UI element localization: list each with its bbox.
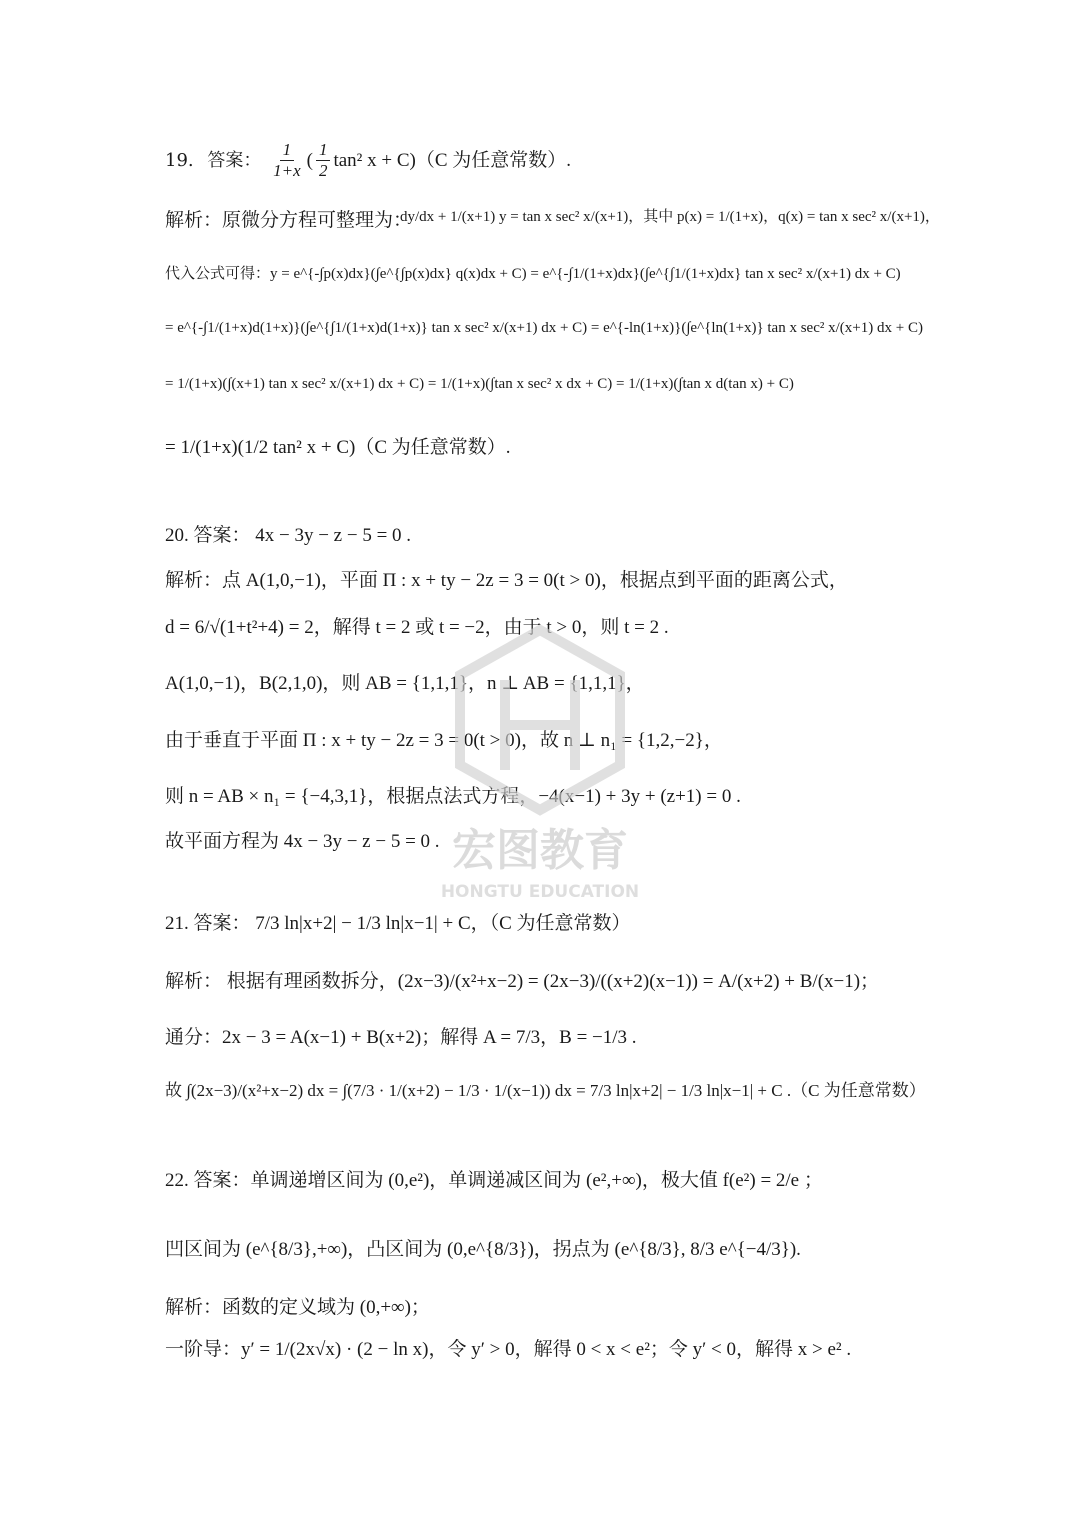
q22-answer-line: 22. 答案：单调递增区间为 (0,e²)，单调递减区间为 (e²,+∞)，极大值 f(e²) = 2/e ； [165,1170,823,1191]
q21-answer-line: 21. 答案： 7/3 ln|x+2| − 1/3 ln|x−1| + C，（C 为任意常数） [165,913,631,934]
q21-common-denominator-line: 通分：2x − 3 = A(x−1) + B(x+2)；解得 A = 7/3，B = −1/3 . [165,1027,637,1048]
q19-answer-tail: tan² x + C)（C 为任意常数）. [333,149,572,171]
q20-distance-line: d = 6/√(1+t²+4) = 2，解得 t = 2 或 t = −2，由于 t > 0，则 t = 2 . [165,617,669,638]
q20-cross-product-line: 则 n = AB × n₁ = {−4,3,1}，根据点法式方程，−4(x−1) + 3y + (z+1) = 0 . [165,786,741,807]
q19-answer-line: 19. 答案： $\frac{1}{1+x}$ ( $\frac{1}{2}$ tan² x + C)（C 为任意常数）. [165,140,572,181]
q22-first-derivative-line: 一阶导：y′ = 1/(2x√x) · (2 − ln x)，令 y′ > 0，解得 0 < x < e²；令 y′ < 0，解得 x > e² . [165,1339,852,1360]
q20-result-line: 故平面方程为 4x − 3y − z − 5 = 0 . [165,831,440,852]
q20-answer-line: 20. 答案： 4x − 3y − z − 5 = 0 . [165,525,412,546]
q22-domain-line: 解析：函数的定义域为 (0,+∞)； [165,1297,430,1318]
q22-concavity-line: 凹区间为 (e^{8/3},+∞)，凸区间为 (0,e^{8/3})，拐点为 (e^{8/3}, 8/3 e^{−4/3}). [165,1239,801,1260]
q19-analysis-expr: dy/dx + 1/(x+1) y = tan x sec² x/(x+1)，其中 p(x) = 1/(1+x)，q(x) = tan x sec² x/(x+1)， [400,209,940,225]
q19-answer-label: 答案： [207,149,262,171]
q19-answer-fraction: $\frac{1}{1+x}$ [273,140,301,181]
q20-analysis-line: 解析：点 A(1,0,−1)，平面 Π : x + ty − 2z = 3 = 0(t > 0)，根据点到平面的距离公式， [165,570,848,591]
watermark-cn: 宏图教育 [452,825,628,876]
q19-half-fraction: $\frac{1}{2}$ [316,140,331,182]
q19-substitution-line: 代入公式可得：y = e^{-∫p(x)dx}(∫e^{∫p(x)dx} q(x)dx + C) = e^{-∫1/(1+x)dx}(∫e^{∫1/(1+x)dx} tan x sec² x/(x+1) dx + C) [165,266,901,282]
q19-step-line-2: = 1/(1+x)(∫(x+1) tan x sec² x/(x+1) dx + C) = 1/(1+x)(∫tan x sec² x dx + C) = 1/(1+x)(∫tan x d(tan x) + C) [165,376,794,392]
q19-number: 19. [165,149,194,171]
watermark-en: HONGTU EDUCATION [440,882,640,902]
q19-analysis-line: 解析：原微分方程可整理为： [165,210,413,231]
q21-analysis-line: 解析： 根据有理函数拆分，(2x−3)/(x²+x−2) = (2x−3)/((x+2)(x−1)) = A/(x+2) + B/(x−1)； [165,971,880,992]
q19-result-line: = 1/(1+x)(1/2 tan² x + C)（C 为任意常数）. [165,437,511,458]
q20-normal-line: 由于垂直于平面 Π : x + ty − 2z = 3 = 0(t > 0)，故 n ⊥ n₁ = {1,2,−2}， [165,730,723,751]
q19-step-line-1: = e^{-∫1/(1+x)d(1+x)}(∫e^{∫1/(1+x)d(1+x)} tan x sec² x/(x+1) dx + C) = e^{-ln(1+x)}(∫e^{ln(1+x)} tan x sec² x/(x+1) dx + C) [165,320,923,336]
hongtu-watermark-logo [420,610,660,910]
q20-vector-line: A(1,0,−1)，B(2,1,0)，则 AB = {1,1,1}，n ⊥ AB = {1,1,1}， [165,673,645,694]
q21-integral-line: 故 ∫(2x−3)/(x²+x−2) dx = ∫(7/3 · 1/(x+2) − 1/3 · 1/(x−1)) dx = 7/3 ln|x+2| − 1/3 ln|x−1| + C .（C 为任意常数） [165,1081,926,1100]
